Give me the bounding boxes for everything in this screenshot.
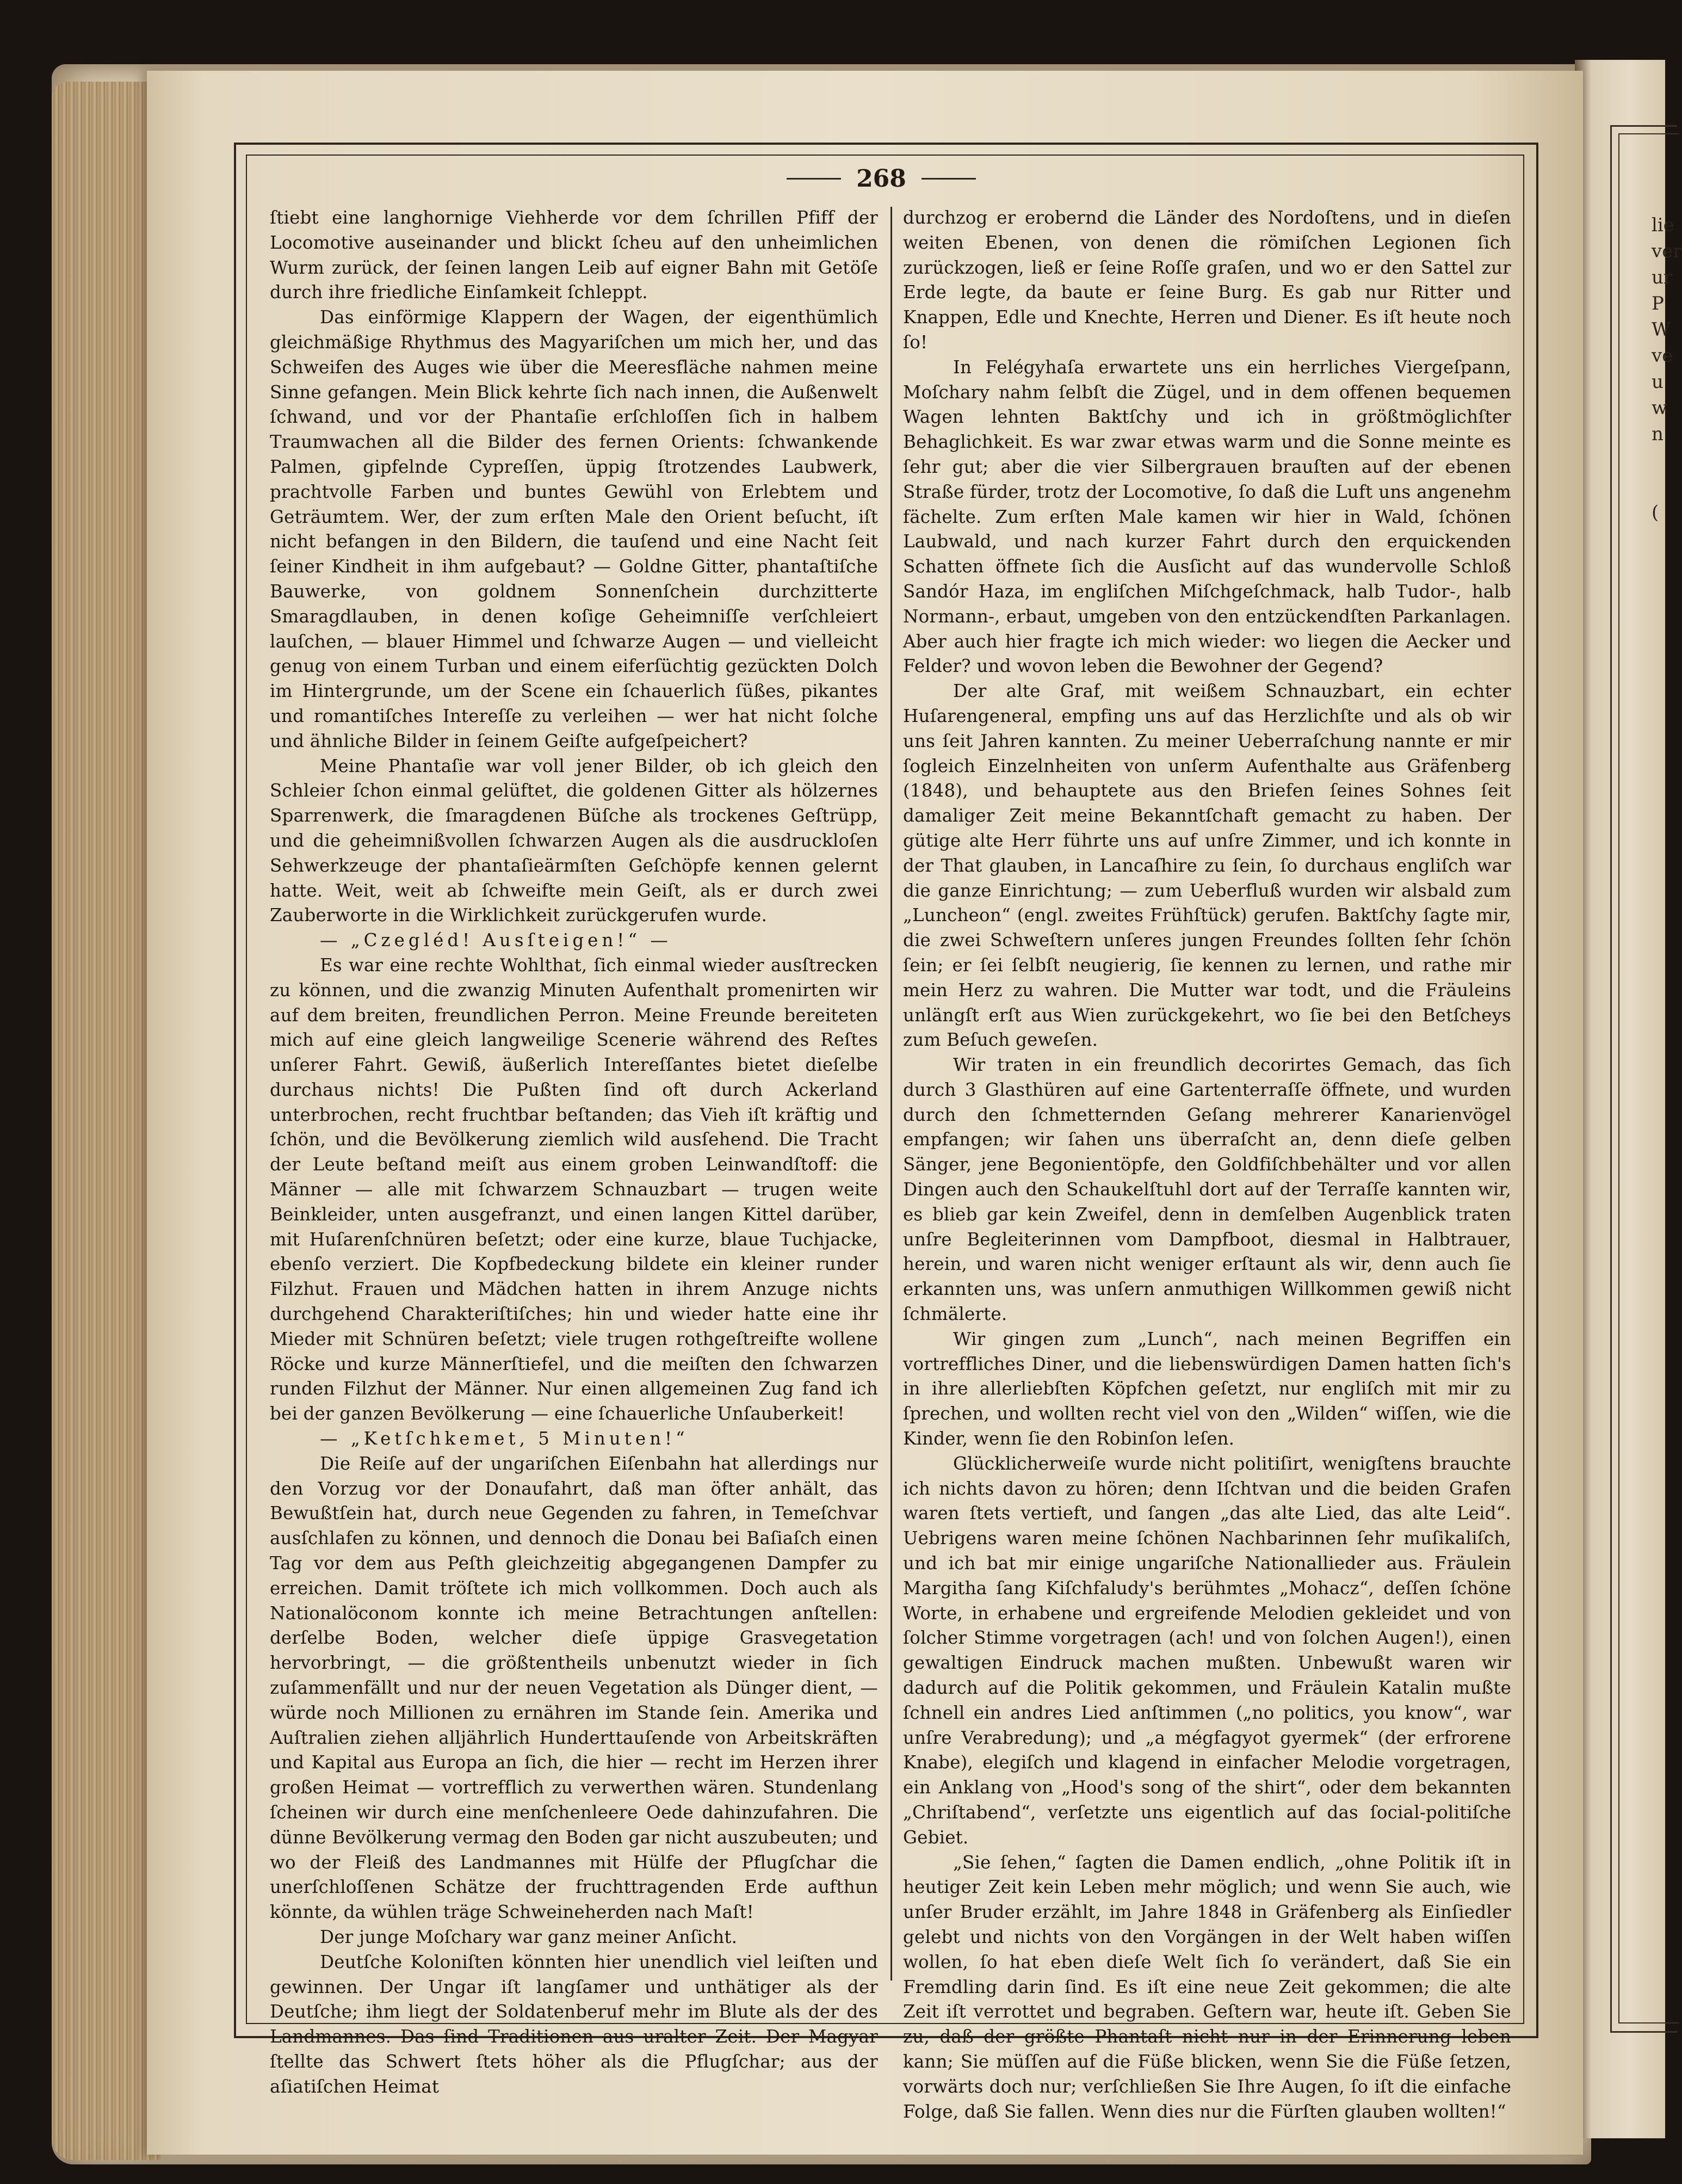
paragraph: Das einförmige Klappern der Wagen, der eigenthümlich gleichmäßige Rhythmus des Magyariſchen um mich her, und das Schweifen des Auges wie über die Meeresfläche nahmen meine Sinne gefangen. Mein Blick kehrte ſich nach innen, die Außenwelt ſchwand, und vor der Phantaſie erſchloſſen ſich in halbem Traumwachen all die Bilder des fernen Orients: ſchwankende Palmen, gipfelnde Cypreſſen, üppig ſtrotzendes Laubwerk, prachtvolle Farben und buntes Gewühl von Erlebtem und Geträumtem. Wer, der zum erſten Male den Orient beſucht, iſt nicht befangen in den Bildern, die tauſend und eine Nacht ſeit ſeiner Kindheit in ihm aufgebaut? — Goldne Gitter, phantaſtiſche Bauwerke, von goldnem Sonnenſchein durchzitterte Smaragdlauben, in denen koſige Geheimniſſe verſchleiert lauſchen, — blauer Himmel und ſchwarze Augen — und vielleicht genug von einem Turban und einem eiferſüchtig gezückten Dolch im Hintergrunde, um der Scene ein ſchauerlich ſüßes, pikantes und romantiſches Intereſſe zu verleihen — wer hat nicht ſolche und ähnliche Bilder in ſeinem Geiſte aufgeſpeichert? xyxy=(270,307,878,751)
paragraph: Es war eine rechte Wohlthat, ſich einmal wieder ausſtrecken zu können, und die zwanzig Minuten Aufenthalt promenirten wir auf dem breiten, freundlichen Perron. Meine Freunde bereiteten mich auf eine gleich langweilige Scenerie während des Reſtes unſerer Fahrt. Gewiß, äußerlich Intereſſantes bietet dieſelbe durchaus nichts! Die Pußten ſind oft durch Ackerland unterbrochen, recht fruchtbar beſtanden; das Vieh iſt kräftig und ſchön, und die Bevölkerung ziemlich wild ausſehend. Die Tracht der Leute beſtand meiſt aus einem groben Leinwandſtoff: die Männer — alle mit ſchwarzem Schnauzbart — trugen weite Beinkleider, unten ausgefranzt, und einen langen Kittel darüber, mit Huſarenſchnüren beſetzt; oder eine kurze, blaue Tuchjacke, ebenſo verziert. Die Kopfbedeckung bildete ein kleiner runder Filzhut. Frauen und Mädchen hatten in ihrem Anzuge nichts durchgehend Charakteriſtiſches; hin und wieder hatte eine ihr Mieder mit Schnüren beſetzt; viele trugen rothgeſtreifte wollene Röcke und kurze Männerſtiefel, und die meiſten den ſchwarzen runden Filzhut der Männer. Nur einen allgemeinen Zug fand ich bei der ganzen Bevölkerung — eine ſchauerliche Unſauberkeit! xyxy=(270,954,878,1424)
paragraph: Wir traten in ein freundlich decorirtes Gemach, das ſich durch 3 Glasthüren auf eine Gartenterraſſe öffnete, und wurden durch den ſchmetternden Geſang mehrerer Kanarienvögel empfangen; wir ſahen uns überraſcht an, denn dieſe gelben Sänger, jene Begonientöpfe, den Goldfiſchbehälter und vor allen Dingen auch den Schaukelſtuhl dort auf der Terraſſe kannten wir, es blieb gar kein Zweifel, denn in demſelben Augenblick traten unſre Begleiterinnen vom Dampfboot, diesmal in Halbtrauer, herein, und waren nicht weniger erſtaunt als wir, denn auch ſie erkannten uns, was unſern anmuthigen Willkommen gewiß nicht ſchmälerte. xyxy=(903,1054,1511,1325)
paragraph: Die Reiſe auf der ungariſchen Eiſenbahn hat allerdings nur den Vorzug vor der Donaufahrt, daß man öfter anhält, das Bewußtſein hat, durch neue Gegenden zu fahren, in Temeſchvar ausſchlafen zu können, und dennoch die Donau bei Baſiaſch einen Tag vor dem aus Peſth gleichzeitig abgegangenen Dampfer zu erreichen. Damit tröſtete ich mich vollkommen. Doch auch als Nationalöconom konnte ich meine Betrachtungen anſtellen: derſelbe Boden, welcher dieſe üppige Grasvegetation hervorbringt, — die größtentheils unbenutzt wieder in ſich zuſammenfällt und nur der neuen Vegetation als Dünger dient, — würde noch Millionen zu ernähren im Stande ſein. Amerika und Auſtralien ziehen alljährlich Hunderttauſende von Arbeitskräften und Kapital aus Europa an ſich, die hier — recht im Herzen ihrer großen Heimat — vortrefflich zu verwerthen wären. Stundenlang ſcheinen wir durch eine menſchenleere Oede dahinzufahren. Die dünne Bevölkerung vermag den Boden gar nicht auszubeuten; und wo der Fleiß des Landmannes mit Hülfe der Pflugſchar die unerſchloſſenen Schätze der fruchttragenden Erde aufthun könnte, da wühlen träge Schweineherden nach Maſt! xyxy=(270,1453,878,1923)
header-rule-left xyxy=(787,178,841,180)
paragraph: Der junge Moſchary war ganz meiner Anſicht. xyxy=(320,1926,738,1947)
page-number: 268 xyxy=(856,164,906,193)
paragraph: Wir gingen zum „Lunch“, nach meinen Begriffen ein vortreffliches Diner, und die liebenswürdigen Damen hatten ſich's in ihre allerliebſten Köpfchen geſetzt, nur engliſch mit mir zu ſprechen, und wollten recht viel von den „Wilden“ wiſſen, wie die Kinder, wenn ſie den Robinſon leſen. xyxy=(903,1328,1511,1449)
paragraph: Deutſche Koloniſten könnten hier unendlich viel leiſten und gewinnen. Der Ungar iſt langſamer und unthätiger als der Deutſche; ihm liegt der Soldatenberuf mehr im Blute als der des Landmannes. Das ſind Traditionen aus uralter Zeit. Der Magyar ſtellte das Schwert ſtets höher als die Pflugſchar; aus der aſiatiſchen Heimat xyxy=(270,1951,878,2097)
paragraph: ſtiebt eine langhornige Viehherde vor dem ſchrillen Pfiff der Locomotive auseinander und blickt ſcheu auf den unheimlichen Wurm zurück, der ſeinen langen Leib auf eigner Bahn mit Getöſe durch ihre friedliche Einſamkeit ſchleppt. xyxy=(270,207,878,303)
paragraph: In Felégyhaſa erwartete uns ein herrliches Viergeſpann, Moſchary nahm ſelbſt die Zügel, und in dem offenen bequemen Wagen lehnten Baktſchy und ich in größtmöglichſter Behaglichkeit. Es war zwar etwas warm und die Sonne meinte es ſehr gut; aber die vier Silbergrauen brauſten auf der ebenen Straße fürder, trotz der Locomotive, ſo daß die Luft uns angenehm fächelte. Zum erſten Male kamen wir hier in Wald, ſchönen Laubwald, und nach kurzer Fahrt durch den erquickenden Schatten öffnete ſich die Ausſicht auf das wundervolle Schloß Sandór Haza, im engliſchen Miſchgeſchmack, halb Tudor-, halb Normann-, erbaut, umgeben von den entzückendſten Parkanlagen. Aber auch hier fragte ich mich wieder: wo liegen die Aecker und Felder? und wovon leben die Bewohner der Gegend? xyxy=(903,356,1511,677)
right-column xyxy=(903,206,1511,2122)
paragraph: durchzog er erobernd die Länder des Nordoſtens, und in dieſen weiten Ebenen, von denen die römiſchen Legionen ſich zurückzogen, ließ er ſeine Roſſe graſen, und wo er den Sattel zur Erde legte, da baute er ſeine Burg. Es gab nur Ritter und Knappen, Edle und Knechte, Herren und Diener. Es iſt heute noch ſo! xyxy=(903,207,1511,353)
next-page-text: lie ver ur P W ve u w n ( xyxy=(1652,214,1682,523)
left-column xyxy=(270,206,878,2097)
page-edges xyxy=(52,82,160,2160)
paragraph: — „Ketſchkemet, 5 Minuten!“ xyxy=(320,1428,689,1449)
paragraph: „Sie ſehen,“ ſagten die Damen endlich, „ohne Politik iſt in heutiger Zeit kein Leben mehr möglich; und wenn Sie auch, wie unſer Bruder erzählt, im Jahre 1848 in Gräfenberg als Einſiedler gelebt und nichts von den Vorgängen in der Welt haben wiſſen wollen, ſo hat eben dieſe Welt ſich ſo verändert, daß Sie ein Fremdling darin ſind. Es iſt eine neue Zeit gekommen; die alte Zeit iſt verrottet und begraben. Geſtern war, heute iſt. Geben Sie zu, daß der größte Phantaſt nicht nur in der Erinnerung leben kann; Sie müſſen auf die Füße blicken, wenn Sie die Füße ſetzen, vorwärts doch nur; verſchließen Sie Ihre Augen, ſo iſt die einfache Folge, daß Sie fallen. Wenn dies nur die Fürſten glauben wollten!“ xyxy=(903,1852,1511,2122)
paragraph: Glücklicherweiſe wurde nicht politiſirt, wenigſtens brauchte ich nichts davon zu hören; denn Iſchtvan und die beiden Grafen waren ſtets vertieft, und ſangen „das alte Lied, das alte Leid“. Uebrigens waren meine ſchönen Nachbarinnen ſehr muſikaliſch, und ich bat mir einige ungariſche Nationallieder aus. Fräulein Margitha ſang Kiſchfaludy's berühmtes „Mohacz“, deſſen ſchöne Worte, in erhabene und ergreifende Melodien gekleidet und von ſolcher Stimme vorgetragen (ach! und von ſolchen Augen!), einen gewaltigen Eindruck machen mußten. Unbewußt waren wir dadurch auf die Politik gekommen, und Fräulein Katalin mußte ſchnell ein andres Lied anſtimmen („no politics, you know“, war unſre Verabredung); und „a mégfagyot gyermek“ (der erfrorene Knabe), elegiſch und klagend in einfacher Melodie vorgetragen, ein Anklang von „Hood's song of the shirt“, oder dem bekannten „Chriſtabend“, verſetzte uns eigentlich auf das ſocial-politiſche Gebiet. xyxy=(903,1453,1511,1848)
paragraph: — „Czegléd! Ausſteigen!“ — xyxy=(320,930,672,951)
header-rule-right xyxy=(922,178,976,180)
paragraph: Der alte Graf, mit weißem Schnauzbart, ein echter Huſarengeneral, empfing uns auf das Herzlichſte und als ob wir uns ſeit Jahren kannten. Zu meiner Ueberraſchung nannte er mir ſogleich Einzelnheiten von unſerm Aufenthalte aus Gräfenberg (1848), und behauptete aus den Briefen ſeines Sohnes ſeit damaliger Zeit meine Bekanntſchaft gemacht zu haben. Der gütige alte Herr führte uns auf unſre Zimmer, und ich konnte in der That glauben, in Lancaſhire zu ſein, ſo durchaus engliſch war die ganze Einrichtung; — zum Ueberfluß wurden wir alsbald zum „Luncheon“ (engl. zweites Frühſtück) gerufen. Baktſchy ſagte mir, die zwei Schweſtern unſeres jungen Freundes ſollten ſehr ſchön ſein; er ſei ſelbſt neugierig, ſie kennen zu lernen, und rathe mir mein Herz zu wahren. Die Mutter war todt, und die Fräuleins unlängſt erſt aus Wien zurückgekehrt, wo ſie bei den Betſcheys zum Beſuch geweſen. xyxy=(903,681,1511,1051)
column-divider xyxy=(891,207,892,1981)
page-header xyxy=(778,162,985,195)
paragraph: Meine Phantaſie war voll jener Bilder, ob ich gleich den Schleier ſchon einmal gelüftet, die goldenen Gitter als hölzernes Sparrenwerk, die ſmaragdenen Büſche als trockenes Geſtrüpp, und die geheimnißvollen ſchwarzen Augen als die ausdruckloſen Sehwerkzeuge der phantaſieärmſten Geſchöpfe kennen gelernt hatte. Weit, weit ab ſchweifte mein Geiſt, als er durch zwei Zauberworte in die Wirklichkeit zurückgerufen wurde. xyxy=(270,755,878,926)
